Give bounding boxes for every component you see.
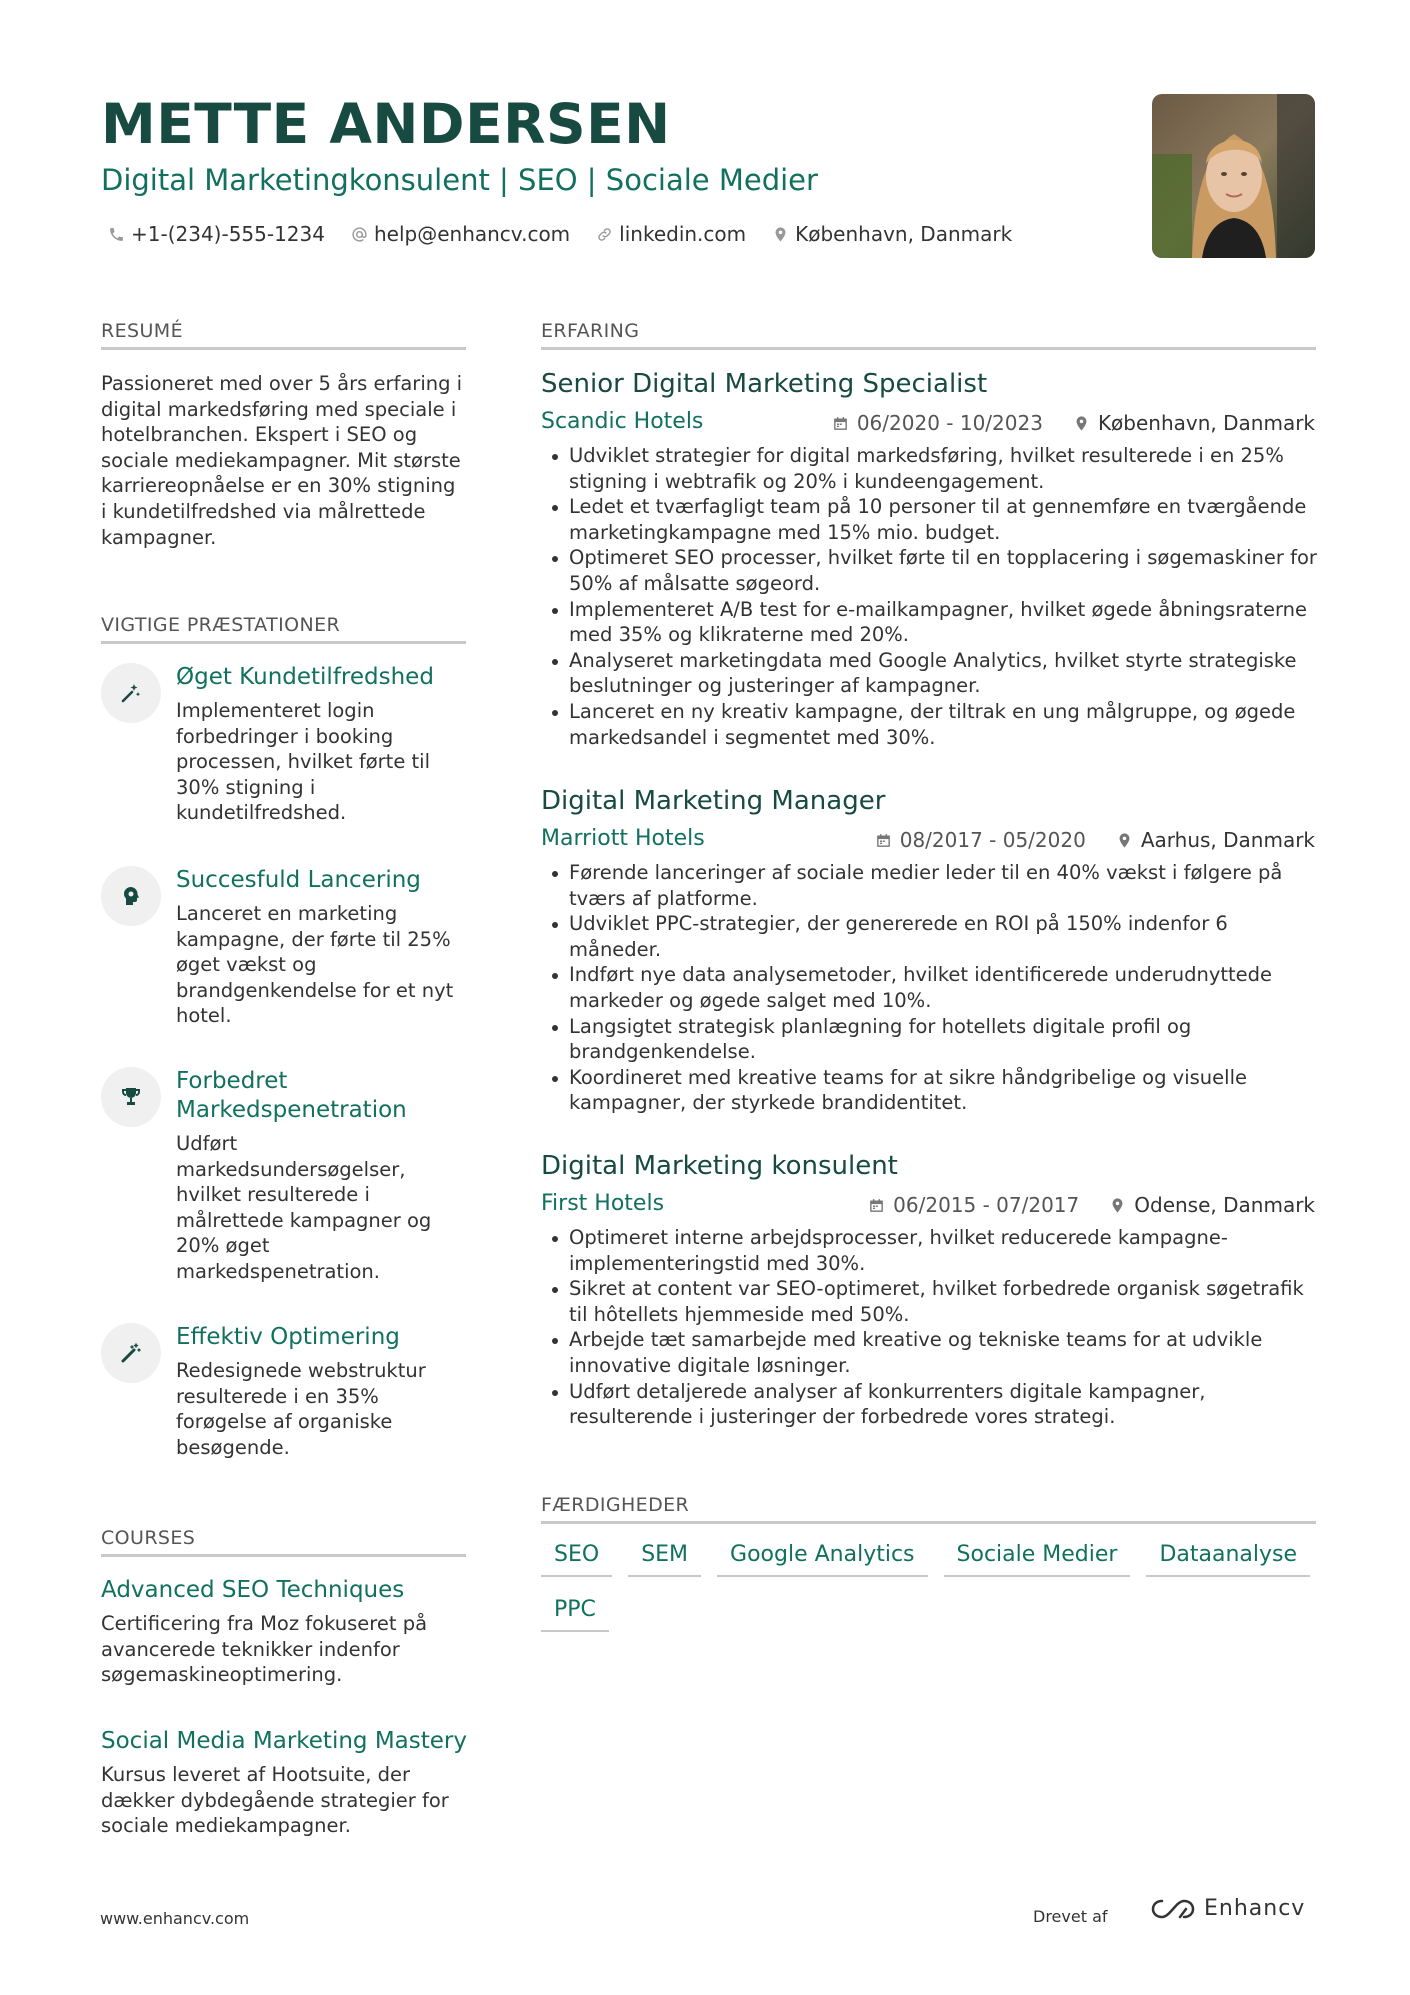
job-location: Odense, Danmark	[1134, 1193, 1315, 1217]
job-meta	[868, 1193, 1315, 1217]
bullet-item: Ledet et tværfagligt team på 10 personer til at gennemføre en tværgående marketingkampagne med 15% mio. budget.	[549, 494, 1319, 545]
bullet-item: Langsigtet strategisk planlægning for hotellets digitale profil og brandgenkendelse.	[549, 1014, 1319, 1065]
footer-powered-by: Drevet af	[1033, 1907, 1108, 1926]
magic-wand-icon	[119, 1341, 143, 1365]
skill-tag: Sociale Medier	[944, 1538, 1131, 1577]
bullet-item: Analyseret marketingdata med Google Analytics, hvilket styrte strategiske beslutninger og justeringer af kampagner.	[549, 648, 1319, 699]
bullet-item: Arbejde tæt samarbejde med kreative og tekniske teams for at udvikle innovative digitale løsninger.	[549, 1327, 1319, 1378]
trophy-icon	[119, 1085, 143, 1109]
location-pin-icon	[1109, 1197, 1126, 1214]
achievement-desc: Lanceret en marketing kampagne, der førte til 25% øget vækst og brandgenkendelse for et nyt hotel.	[176, 902, 454, 1028]
bullet-item: Optimeret interne arbejdsprocesser, hvilket reducerede kampagne-implementeringstid med 30%.	[549, 1225, 1319, 1276]
location-pin-icon	[772, 226, 789, 243]
bullet-item: Koordineret med kreative teams for at sikre håndgribelige og visuelle kampagner, der styrkede brandidentitet.	[549, 1065, 1319, 1116]
contact-email[interactable]	[351, 222, 570, 246]
skill-tag: Dataanalyse	[1146, 1538, 1310, 1577]
candidate-name: METTE ANDERSEN	[101, 92, 671, 156]
course-title: Social Media Marketing Mastery	[101, 1728, 467, 1754]
course-desc: Kursus leveret af Hootsuite, der dækker dybdegående strategier for sociale mediekampagner.	[101, 1763, 449, 1838]
summary-heading: RESUMÉ	[101, 320, 466, 350]
skill-tag: SEO	[541, 1538, 612, 1577]
contact-location	[772, 222, 1012, 246]
skills-heading: FÆRDIGHEDER	[541, 1494, 1316, 1524]
job-title: Senior Digital Marketing Specialist	[541, 369, 988, 399]
phone-text: +1-(234)-555-1234	[131, 222, 325, 246]
contact-linkedin[interactable]	[596, 222, 746, 246]
bullet-item: Sikret at content var SEO-optimeret, hvilket forbedrede organisk søgetrafik til hôtellets hjemmeside med 50%.	[549, 1276, 1319, 1327]
bullet-item: Lanceret en ny kreativ kampagne, der tiltrak en ung målgruppe, og øgede markedsandel i segmentet med 30%.	[549, 699, 1319, 750]
achievements-heading: VIGTIGE PRÆSTATIONER	[101, 614, 466, 644]
skill-tag: PPC	[541, 1593, 609, 1632]
company-name: Scandic Hotels	[541, 409, 704, 434]
enhancv-logo-text: Enhancv	[1204, 1896, 1306, 1921]
achievement-title: Forbedret Markedspenetration	[176, 1068, 407, 1123]
magic-stars-icon	[119, 681, 143, 705]
achievement-desc: Redesignede webstruktur resulterede i en 35% forøgelse af organiske besøgende.	[176, 1359, 426, 1459]
achievement-title: Effektiv Optimering	[176, 1324, 400, 1350]
location-pin-icon	[1073, 415, 1090, 432]
bullet-item: Udviklet PPC-strategier, der genererede en ROI på 150% indenfor 6 måneder.	[549, 911, 1319, 962]
job-meta	[875, 828, 1315, 852]
calendar-icon	[875, 832, 892, 849]
achievement-desc: Udført markedsundersøgelser, hvilket resulterede i målrettede kampagner og 20% øget markedspenetration.	[176, 1132, 432, 1283]
footer-url[interactable]: www.enhancv.com	[100, 1909, 250, 1928]
enhancv-logo[interactable]	[1150, 1896, 1305, 1921]
achievement-title: Øget Kundetilfredshed	[176, 664, 434, 690]
job-dates: 08/2017 - 05/2020	[899, 828, 1086, 852]
calendar-icon	[832, 415, 849, 432]
job-bullets	[549, 443, 1319, 750]
link-icon	[596, 226, 613, 243]
location-text: København, Danmark	[795, 222, 1013, 246]
bullet-item: Indført nye data analysemetoder, hvilket identificerede underudnyttede markeder og øgede salget med 10%.	[549, 962, 1319, 1013]
achievement-title: Succesfuld Lancering	[176, 867, 421, 893]
courses-heading: COURSES	[101, 1527, 466, 1557]
location-pin-icon	[1116, 832, 1133, 849]
skill-tag: SEM	[628, 1538, 701, 1577]
bullet-item: Førende lanceringer af sociale medier leder til en 40% vækst i følgere på tværs af platforme.	[549, 860, 1319, 911]
course-desc: Certificering fra Moz fokuseret på avancerede teknikker indenfor søgemaskineoptimering.	[101, 1612, 428, 1687]
summary-text: Passioneret med over 5 års erfaring i digital markedsføring med speciale i hotelbranchen. Ekspert i SEO og sociale mediekampagner. Mit største karriereopnåelse er en 30% stigning i kundetilfredshed via målrettede kampagner.	[101, 372, 463, 549]
job-dates: 06/2020 - 10/2023	[856, 411, 1043, 435]
bullet-item: Udført detaljerede analyser af konkurrenters digitale kampagner, resulterende i justeringer der forbedrede vores strategi.	[549, 1379, 1319, 1430]
job-bullets	[549, 860, 1319, 1116]
phone-icon	[108, 226, 125, 243]
profile-photo	[1152, 94, 1315, 258]
course-title: Advanced SEO Techniques	[101, 1577, 405, 1603]
linkedin-text: linkedin.com	[619, 222, 747, 246]
job-location: København, Danmark	[1097, 411, 1315, 435]
achievement-desc: Implementeret login forbedringer i booking processen, hvilket førte til 30% stigning i kundetilfredshed.	[176, 699, 430, 825]
job-bullets	[549, 1225, 1319, 1430]
head-lightbulb-icon	[119, 884, 143, 908]
bullet-item: Optimeret SEO processer, hvilket førte til en topplacering i søgemaskiner for 50% af målsatte søgeord.	[549, 545, 1319, 596]
job-location: Aarhus, Danmark	[1140, 828, 1315, 852]
at-icon	[351, 226, 368, 243]
contact-phone[interactable]	[108, 222, 325, 246]
job-dates: 06/2015 - 07/2017	[893, 1193, 1080, 1217]
enhancv-logo-icon	[1150, 1897, 1196, 1921]
company-name: Marriott Hotels	[541, 826, 705, 851]
email-text: help@enhancv.com	[373, 222, 571, 246]
job-meta	[832, 411, 1315, 435]
contact-bar	[108, 222, 1012, 246]
bullet-item: Udviklet strategier for digital markedsføring, hvilket resulterede i en 25% stigning i webtrafik og 20% i kundeengagement.	[549, 443, 1319, 494]
company-name: First Hotels	[541, 1191, 665, 1216]
candidate-title: Digital Marketingkonsulent | SEO | Sociale Medier	[101, 163, 818, 197]
bullet-item: Implementeret A/B test for e-mailkampagner, hvilket øgede åbningsraterne med 35% og klikraterne med 20%.	[549, 597, 1319, 648]
job-title: Digital Marketing Manager	[541, 786, 886, 816]
experience-heading: ERFARING	[541, 320, 1316, 350]
skills-list	[541, 1538, 1321, 1632]
skill-tag: Google Analytics	[717, 1538, 927, 1577]
job-title: Digital Marketing konsulent	[541, 1151, 898, 1181]
calendar-icon	[868, 1197, 885, 1214]
